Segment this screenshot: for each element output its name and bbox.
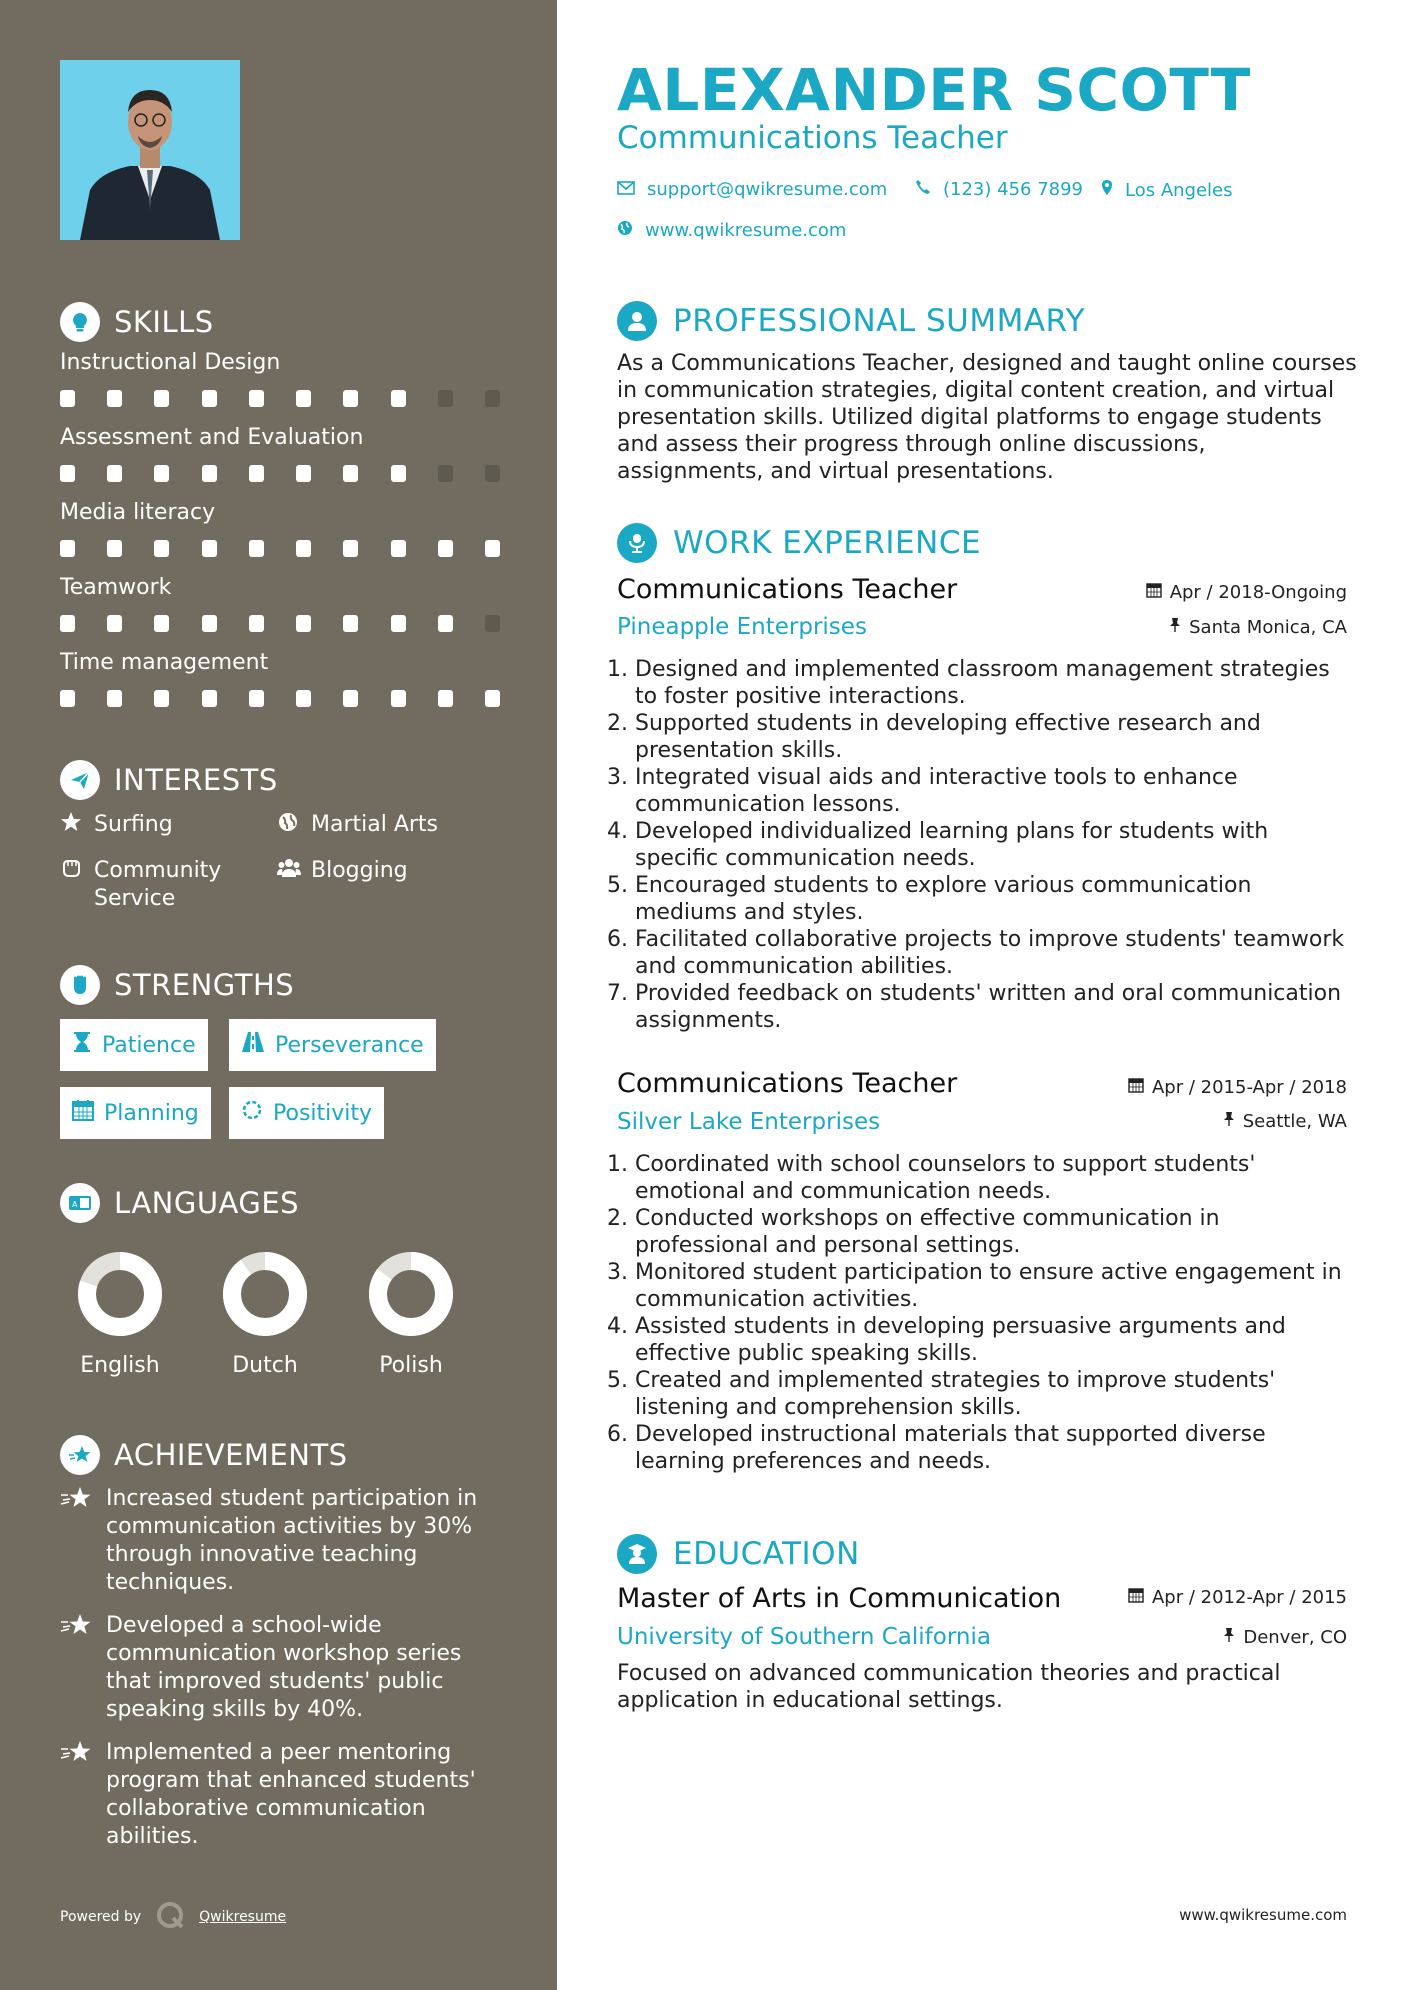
- skill-dot-filled: [391, 390, 406, 407]
- qwikresume-logo-icon: [155, 1900, 185, 1934]
- star-icon: [60, 811, 84, 841]
- achievement-text: Increased student participation in communication activities by 30% through innovative teaching techniques.: [106, 1486, 478, 1595]
- achievements-heading: [60, 1435, 348, 1475]
- svg-text:A: A: [72, 1200, 78, 1209]
- skill-dot-filled: [343, 465, 358, 482]
- job-duties-list: [617, 1151, 1357, 1475]
- envelope-icon: [617, 179, 635, 200]
- hourglass-icon: [72, 1031, 92, 1059]
- duty-item: 3. Integrated visual aids and interactive tools to enhance communication lessons.: [635, 764, 1357, 818]
- skill-dot-filled: [107, 465, 122, 482]
- interest-label: Surfing: [94, 812, 173, 837]
- duty-item: 6. Facilitated collaborative projects to improve students' teamwork and communication abilities.: [635, 926, 1357, 980]
- skill-dot-filled: [154, 465, 169, 482]
- skill-dot-filled: [296, 465, 311, 482]
- interests-title: INTERESTS: [114, 763, 278, 797]
- skill-dot-filled: [154, 615, 169, 632]
- summary-heading: [617, 301, 1085, 341]
- language-name: English: [80, 1353, 160, 1378]
- job-dates: [1128, 1077, 1347, 1098]
- graduate-icon: [617, 1534, 657, 1574]
- location-text: Los Angeles: [1125, 179, 1233, 201]
- shooting-star-icon: [60, 1435, 100, 1475]
- skill-dot-filled: [438, 690, 453, 707]
- spinner-icon: [241, 1099, 263, 1127]
- job-location-text: Santa Monica, CA: [1189, 617, 1347, 638]
- skill-level-dots: [60, 615, 500, 632]
- skill-dot-filled: [249, 690, 264, 707]
- contact-email[interactable]: [617, 179, 887, 200]
- skill-dot-filled: [343, 390, 358, 407]
- duty-item: 1. Designed and implemented classroom management strategies to foster positive interactions.: [635, 656, 1357, 710]
- strength-positivity: [229, 1087, 384, 1139]
- skill-item: [60, 575, 500, 632]
- skill-item: [60, 650, 500, 707]
- education-location: [1223, 1627, 1347, 1648]
- sidebar: [0, 0, 557, 1990]
- skills-heading: [60, 302, 214, 342]
- strength-label: Planning: [104, 1100, 199, 1126]
- language-english: [65, 1251, 175, 1378]
- job-dates-text: Apr / 2018-Ongoing: [1169, 582, 1347, 603]
- skill-dot-filled: [296, 540, 311, 557]
- language-polish-ring: [368, 1251, 454, 1337]
- skill-dot-filled: [154, 540, 169, 557]
- summary-title: PROFESSIONAL SUMMARY: [673, 303, 1086, 339]
- skill-dot-filled: [60, 615, 75, 632]
- globe-icon: [617, 220, 633, 241]
- skill-dot-filled: [391, 690, 406, 707]
- skill-dot-filled: [438, 615, 453, 632]
- achievement-item: [60, 1612, 500, 1724]
- map-marker-icon: [1101, 179, 1113, 201]
- calendar-icon: [72, 1099, 94, 1127]
- skill-dot-filled: [60, 390, 75, 407]
- interest-label: Martial Arts: [311, 812, 439, 837]
- profile-photo: [60, 60, 240, 240]
- strength-label: Patience: [102, 1032, 196, 1058]
- skill-dot-filled: [107, 390, 122, 407]
- interest-label: Blogging: [311, 858, 408, 883]
- phone-icon: [915, 179, 931, 200]
- interest-martial-arts: [277, 811, 438, 841]
- skill-dot-filled: [107, 540, 122, 557]
- duty-item: 2. Conducted workshops on effective communication in professional and personal settings.: [635, 1205, 1357, 1259]
- skill-dot-filled: [154, 390, 169, 407]
- shooting-star-icon: [60, 1612, 94, 1724]
- skill-dot-filled: [343, 540, 358, 557]
- experience-heading: [617, 523, 981, 563]
- skill-dot-filled: [60, 690, 75, 707]
- pushpin-icon: [1223, 1111, 1235, 1132]
- skill-item: [60, 425, 500, 482]
- education-dates: [1128, 1587, 1347, 1608]
- email-text[interactable]: support@qwikresume.com: [647, 179, 888, 200]
- user-icon: [617, 301, 657, 341]
- qwikresume-link[interactable]: Qwikresume: [199, 1909, 287, 1925]
- pushpin-icon: [1223, 1627, 1235, 1648]
- strength-patience: [60, 1019, 208, 1071]
- skill-dot-filled: [485, 690, 500, 707]
- skill-dot-filled: [202, 465, 217, 482]
- education-heading: [617, 1534, 860, 1574]
- contact-phone[interactable]: [915, 179, 1083, 200]
- language-dutch-ring: [222, 1251, 308, 1337]
- language-icon: [60, 1183, 100, 1223]
- education-location-text: Denver, CO: [1243, 1627, 1347, 1648]
- duty-item: 4. Assisted students in developing persuasive arguments and effective public speaking skills.: [635, 1313, 1357, 1367]
- skill-name: Time management: [60, 650, 269, 675]
- skill-level-dots: [60, 540, 500, 557]
- achievement-text: Implemented a peer mentoring program that enhanced students' collaborative communication abilities.: [106, 1740, 476, 1849]
- skill-dot-filled: [391, 540, 406, 557]
- job-dates-text: Apr / 2015-Apr / 2018: [1151, 1077, 1347, 1098]
- skill-dot-filled: [296, 615, 311, 632]
- powered-by: [60, 1900, 286, 1934]
- job-location: [1169, 617, 1347, 638]
- phone-text[interactable]: (123) 456 7899: [943, 179, 1084, 200]
- skill-dot-filled: [343, 690, 358, 707]
- summary-text: As a Communications Teacher, designed and taught online courses in communication strategies, digital content creation, and virtual presentation skills. Utilized digital platforms to engage students and assess their progress through online discussions, assignments, and virtual presentations.: [617, 351, 1357, 484]
- road-icon: [241, 1031, 265, 1059]
- skill-item: [60, 500, 500, 557]
- skill-dot-filled: [391, 465, 406, 482]
- languages-heading: [60, 1183, 299, 1223]
- fist-icon: [60, 965, 100, 1005]
- education-description: Focused on advanced communication theories and practical application in educational settings.: [617, 1661, 1281, 1713]
- globe-icon: [277, 811, 301, 841]
- education-dates-text: Apr / 2012-Apr / 2015: [1151, 1587, 1347, 1608]
- skill-item: [60, 350, 500, 407]
- job-title: Communications Teacher: [617, 1068, 958, 1099]
- duty-item: 5. Encouraged students to explore various communication mediums and styles.: [635, 872, 1357, 926]
- podium-icon: [617, 523, 657, 563]
- skill-dot-filled: [107, 690, 122, 707]
- experience-title: WORK EXPERIENCE: [673, 525, 982, 561]
- job-dates: [1146, 582, 1347, 603]
- group-icon: [277, 857, 301, 887]
- company-name: Silver Lake Enterprises: [617, 1109, 881, 1135]
- strength-perseverance: [229, 1019, 436, 1071]
- skill-dot-empty: [438, 390, 453, 407]
- skill-dot-empty: [485, 390, 500, 407]
- pushpin-icon: [1169, 617, 1181, 638]
- skill-dot-filled: [202, 390, 217, 407]
- powered-by-label: Powered by: [60, 1909, 142, 1925]
- skill-dot-filled: [154, 690, 169, 707]
- achievement-item: [60, 1485, 500, 1597]
- skill-dot-filled: [249, 465, 264, 482]
- duty-item: 7. Provided feedback on students' written and oral communication assignments.: [635, 980, 1357, 1034]
- skill-level-dots: [60, 690, 500, 707]
- interest-community-service: [60, 857, 260, 913]
- job-location-text: Seattle, WA: [1242, 1111, 1347, 1132]
- education-title: EDUCATION: [673, 1536, 860, 1572]
- duty-item: 6. Developed instructional materials that supported diverse learning preferences and needs.: [635, 1421, 1357, 1475]
- interest-blogging: [277, 857, 408, 887]
- duty-item: 2. Supported students in developing effective research and presentation skills.: [635, 710, 1357, 764]
- skill-dot-filled: [296, 690, 311, 707]
- strengths-heading: [60, 965, 294, 1005]
- job-location: [1223, 1111, 1347, 1132]
- website-text[interactable]: www.qwikresume.com: [645, 220, 847, 241]
- candidate-name: ALEXANDER SCOTT: [617, 56, 1251, 124]
- skill-dot-filled: [343, 615, 358, 632]
- paper-plane-icon: [60, 760, 100, 800]
- company-name: Pineapple Enterprises: [617, 614, 867, 640]
- degree-title: Master of Arts in Communication: [617, 1583, 1062, 1614]
- language-name: Dutch: [232, 1353, 298, 1378]
- duty-item: 4. Developed individualized learning plans for students with specific communication needs.: [635, 818, 1357, 872]
- candidate-role: Communications Teacher: [617, 120, 1008, 156]
- skill-level-dots: [60, 390, 500, 407]
- skill-name: Teamwork: [60, 575, 172, 600]
- achievement-text: Developed a school-wide communication workshop series that improved students' public speaking skills by 40%.: [106, 1613, 462, 1722]
- skill-dot-empty: [438, 465, 453, 482]
- skill-dot-filled: [296, 390, 311, 407]
- skill-dot-filled: [485, 540, 500, 557]
- skills-title: SKILLS: [114, 305, 214, 339]
- skill-dot-filled: [249, 390, 264, 407]
- languages-title: LANGUAGES: [114, 1186, 300, 1220]
- skill-dot-filled: [391, 615, 406, 632]
- skill-dot-filled: [249, 615, 264, 632]
- skill-name: Assessment and Evaluation: [60, 425, 364, 450]
- duty-item: 1. Coordinated with school counselors to support students' emotional and communication needs.: [635, 1151, 1357, 1205]
- main-content: [557, 0, 1407, 1990]
- skill-dot-filled: [60, 540, 75, 557]
- strength-planning: [60, 1087, 211, 1139]
- skill-dot-filled: [249, 540, 264, 557]
- job-duties-list: [617, 656, 1357, 1034]
- interest-surfing: [60, 811, 173, 841]
- language-name: Polish: [379, 1353, 443, 1378]
- skill-dot-filled: [60, 465, 75, 482]
- job-title: Communications Teacher: [617, 574, 958, 605]
- skill-dot-empty: [485, 465, 500, 482]
- language-english-ring: [77, 1251, 163, 1337]
- duty-item: 3. Monitored student participation to ensure active engagement in communication activities.: [635, 1259, 1357, 1313]
- achievements-title: ACHIEVEMENTS: [114, 1438, 348, 1472]
- school-name: University of Southern California: [617, 1624, 991, 1650]
- calendar-icon: [1128, 1587, 1144, 1608]
- achievement-item: [60, 1739, 500, 1851]
- skill-dot-filled: [202, 615, 217, 632]
- skill-dot-filled: [438, 540, 453, 557]
- skill-dot-filled: [202, 690, 217, 707]
- language-polish: [356, 1251, 466, 1378]
- hand-icon: [60, 857, 84, 913]
- lightbulb-icon: [60, 302, 100, 342]
- shooting-star-icon: [60, 1485, 94, 1597]
- footer-website[interactable]: www.qwikresume.com: [1179, 1906, 1347, 1924]
- contact-location: [1101, 179, 1233, 201]
- strengths-title: STRENGTHS: [114, 968, 295, 1002]
- language-dutch: [210, 1251, 320, 1378]
- interests-heading: [60, 760, 278, 800]
- skill-dot-empty: [485, 615, 500, 632]
- duty-item: 5. Created and implemented strategies to improve students' listening and comprehension skills.: [635, 1367, 1357, 1421]
- skill-name: Instructional Design: [60, 350, 281, 375]
- interest-label: Community Service: [94, 858, 222, 911]
- strength-label: Positivity: [273, 1100, 373, 1126]
- calendar-icon: [1146, 582, 1162, 603]
- strength-label: Perseverance: [275, 1032, 424, 1058]
- skill-level-dots: [60, 465, 500, 482]
- skill-dot-filled: [107, 615, 122, 632]
- skill-name: Media literacy: [60, 500, 216, 525]
- contact-website[interactable]: [617, 220, 846, 241]
- calendar-icon: [1128, 1077, 1144, 1098]
- skill-dot-filled: [202, 540, 217, 557]
- shooting-star-icon: [60, 1739, 94, 1851]
